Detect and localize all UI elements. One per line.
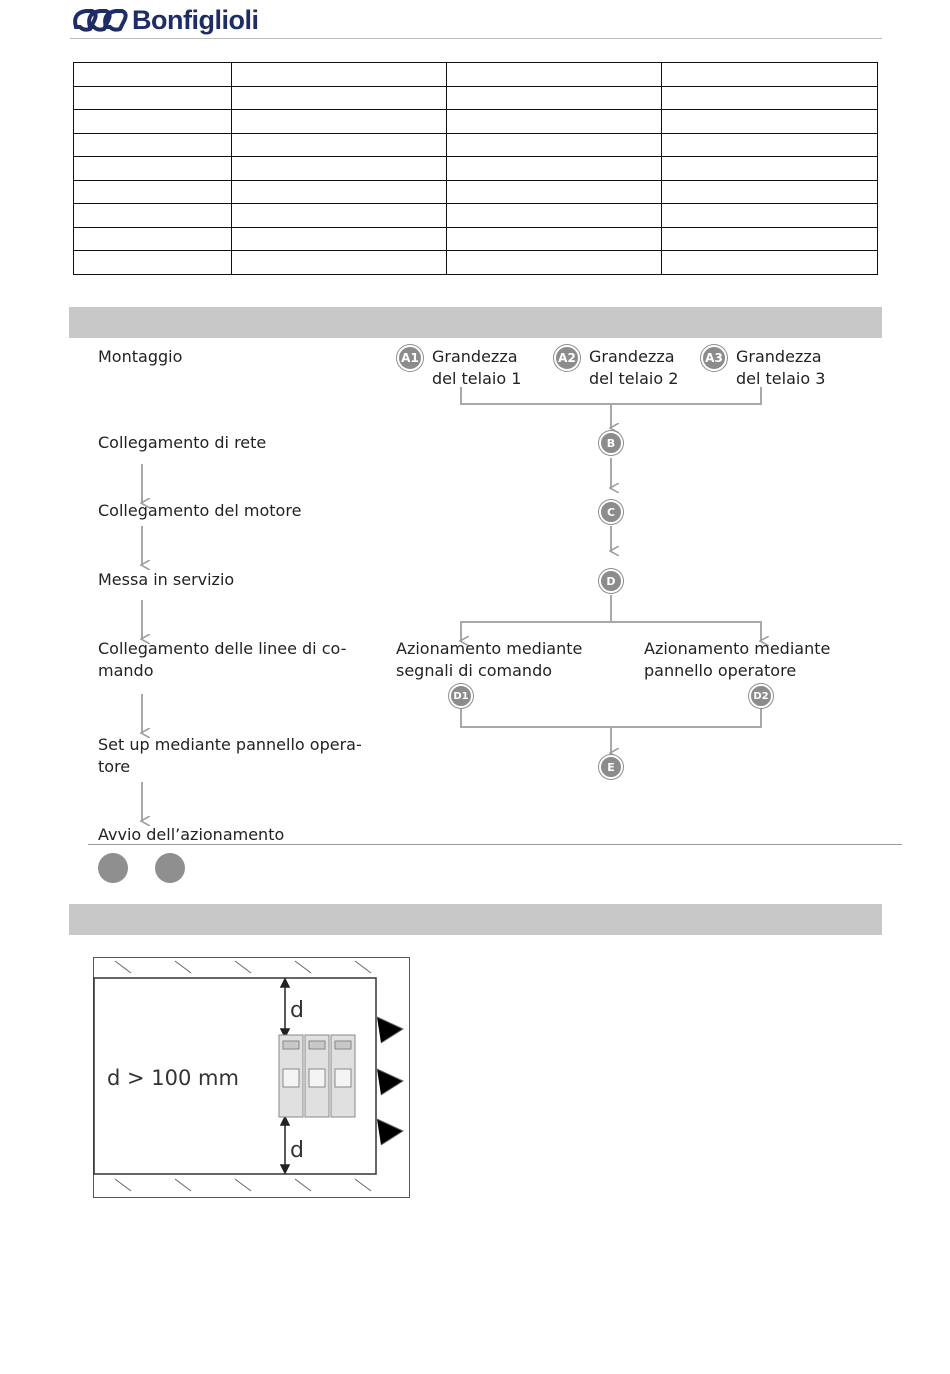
step-collegamento-comando: Collegamento delle linee di co- mando <box>98 639 347 680</box>
grey-dot-2 <box>155 853 185 883</box>
step-messa-in-servizio: Messa in servizio <box>98 570 235 589</box>
badge-a2: A2 <box>554 345 580 371</box>
badge-a1: A1 <box>397 345 423 371</box>
step-avvio: Avvio dell’azionamento <box>98 825 285 844</box>
options-merge <box>461 708 761 727</box>
badge-a3: A3 <box>701 345 727 371</box>
frame-1-label: Grandezza del telaio 1 <box>432 347 522 388</box>
badge-e: E <box>599 755 623 779</box>
mounting-clearance-diagram <box>93 957 411 1199</box>
option-control-signals-label: Azionamento mediante segnali di comando <box>396 639 583 680</box>
flow-bottom-divider <box>88 844 902 845</box>
badge-d: D <box>599 569 623 593</box>
step-set-up: Set up mediante pannello opera- tore <box>98 735 362 776</box>
brand-name: Bonfiglioli <box>132 4 259 35</box>
badge-c: C <box>599 500 623 524</box>
badge-d1: D1 <box>449 684 473 708</box>
step-montaggio: Montaggio <box>98 347 183 366</box>
d-label-bottom: d <box>290 1138 304 1163</box>
step-collegamento-rete: Collegamento di rete <box>98 433 267 452</box>
badge-b: B <box>599 431 623 455</box>
clearance-text: d > 100 mm <box>107 1066 239 1090</box>
option-operator-panel-label: Azionamento mediante pannello operatore <box>644 639 831 680</box>
section-band-mounting <box>69 904 882 935</box>
frame-3-label: Grandezza del telaio 3 <box>736 347 826 388</box>
grey-dot-1 <box>98 853 128 883</box>
frame-2-label: Grandezza del telaio 2 <box>589 347 679 388</box>
inverter-units-icon <box>279 1035 355 1117</box>
badge-d2: D2 <box>749 684 773 708</box>
step-collegamento-motore: Collegamento del motore <box>98 501 302 520</box>
d-label-top: d <box>290 998 304 1023</box>
